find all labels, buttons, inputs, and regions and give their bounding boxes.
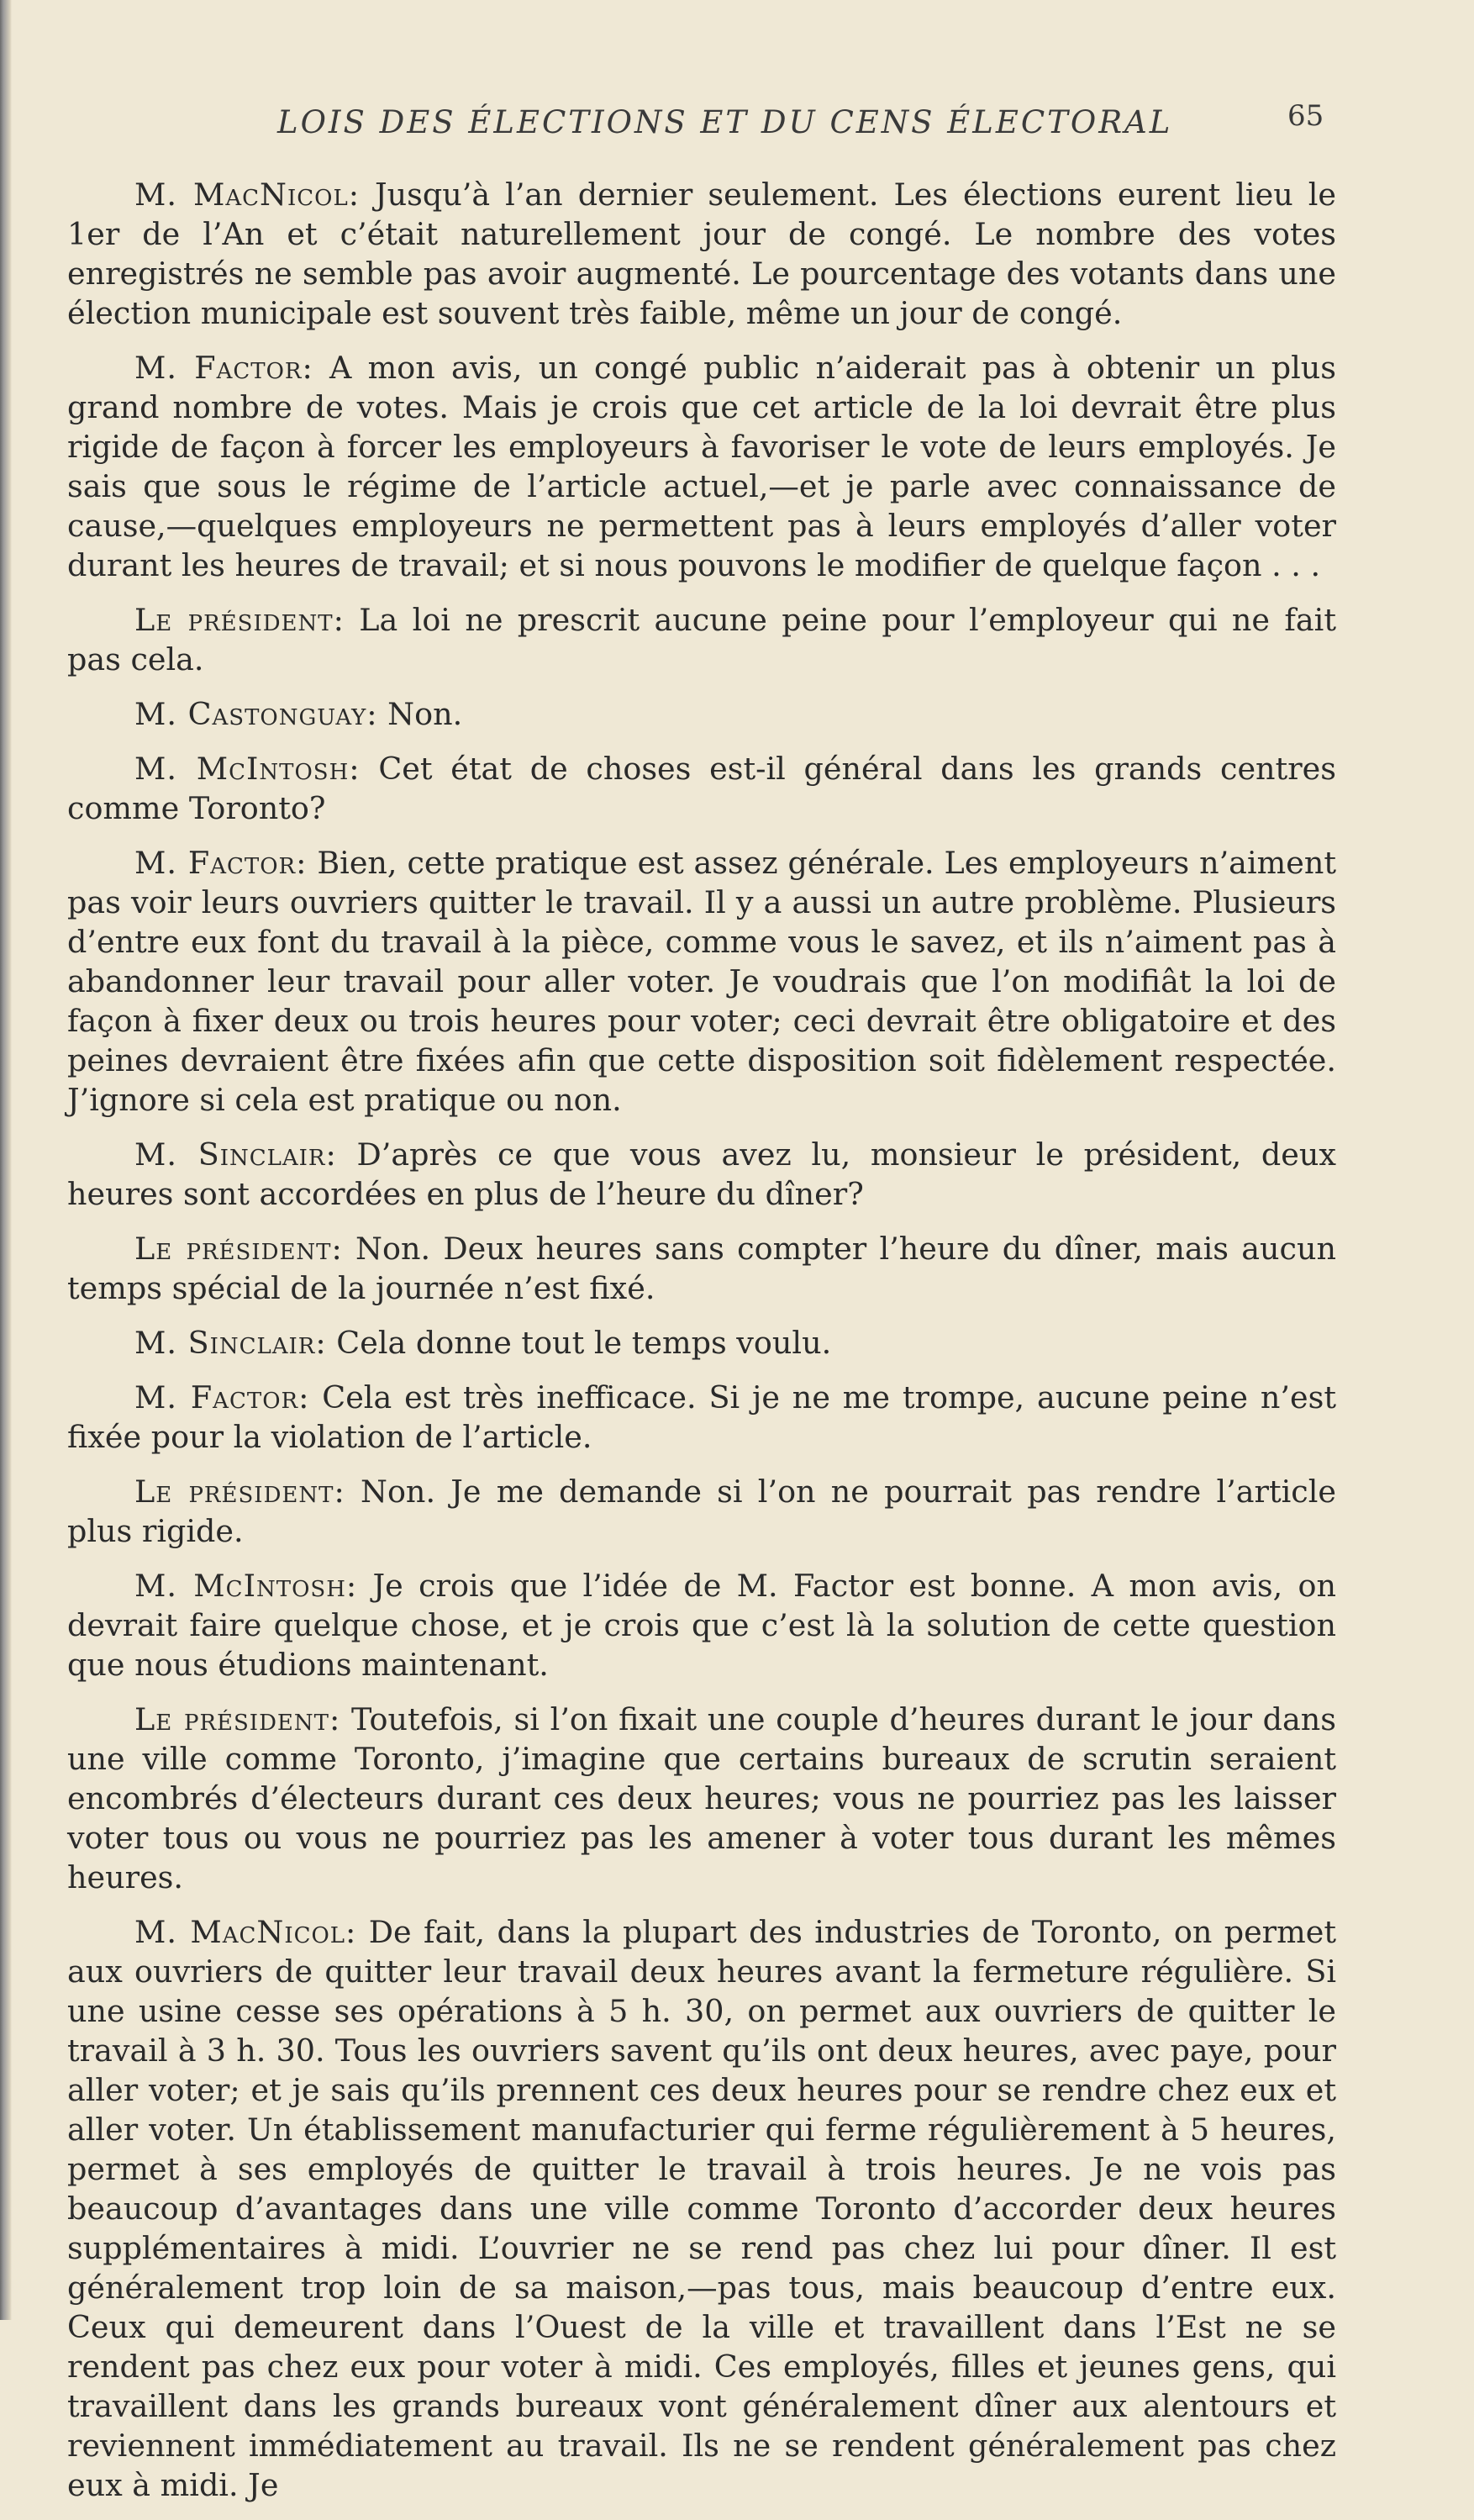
paragraph — [67, 1378, 1336, 1457]
paragraph — [67, 749, 1336, 828]
speaker-name: M. MacNicol: — [134, 1914, 357, 1950]
paragraph-text: D’après ce que vous avez lu, monsieur le président, deux heures sont accordées en plus de l’heure du dîner? — [67, 1136, 1336, 1212]
speaker-name: Le président: — [134, 1474, 345, 1510]
paragraph-text: A mon avis, un congé public n’aiderait pas à obtenir un plus grand nombre de votes. Mais je crois que cet article de la loi devrait être plus rigide de façon à forcer les employeurs à favoriser le vote de leurs employés. Je sais que sous le régime de l’article actuel,—et je parle avec connaissance de cause,—quelques employeurs ne permettent pas à leurs employés d’aller voter durant les heures de travail; et si nous pouvons le modifier de quelque façon . . . — [67, 350, 1336, 583]
speaker-name: Le président: — [134, 1231, 343, 1267]
paragraph-text: Toutefois, si l’on fixait une couple d’heures durant le jour dans une ville comme Toronto, j’imagine que certains bureaux de scrutin seraient encombrés d’électeurs durant ces deux heures; vous ne pourriez pas les laisser voter tous ou vous ne pourriez pas les amener à voter tous durant les mêmes heures. — [67, 1701, 1336, 1895]
paragraph — [67, 1323, 1336, 1363]
paragraph-text: Non. Deux heures sans compter l’heure du dîner, mais aucun temps spécial de la journée n’est fixé. — [67, 1231, 1336, 1306]
paragraph — [67, 1135, 1336, 1214]
paragraph-text: La loi ne prescrit aucune peine pour l’employeur qui ne fait pas cela. — [67, 602, 1337, 677]
page-number: 65 — [1287, 99, 1324, 133]
running-title: LOIS DES ÉLECTIONS ET DU CENS ÉLECTORAL — [277, 104, 1173, 140]
paragraph — [67, 1472, 1336, 1551]
paragraph-text: Jusqu’à l’an dernier seulement. Les élections eurent lieu le 1er de l’An et c’était naturellement jour de congé. Le nombre des votes enregistrés ne semble pas avoir augmenté. Le pourcentage des votants dans une élection municipale est souvent très faible, même un jour de congé. — [67, 177, 1336, 331]
paragraph — [67, 843, 1336, 1120]
paragraph-text: Bien, cette pratique est assez générale. Les employeurs n’aiment pas voir leurs ouvriers quitter le travail. Il y a aussi un autre problème. Plusieurs d’entre eux font du travail à la pièce, comme vous le savez, et ils n’aiment pas à abandonner leur travail pour aller voter. Je voudrais que l’on modifiât la loi de façon à fixer deux ou trois heures pour voter; ceci devrait être obligatoire et des peines devraient être fixées afin que cette disposition soit fidèlement respectée. J’ignore si cela est pratique ou non. — [67, 845, 1337, 1118]
speaker-name: M. McIntosh: — [134, 751, 361, 787]
speaker-name: Le président: — [134, 602, 345, 638]
document-page — [67, 92, 1336, 2520]
paragraph-text: Je crois que l’idée de M. Factor est bonne. A mon avis, on devrait faire quelque chose, et je crois que c’est là la solution de cette question que nous étudions maintenant. — [67, 1568, 1336, 1683]
paragraph — [67, 1912, 1336, 2505]
paragraph — [67, 1700, 1336, 1897]
paragraph-text: De fait, dans la plupart des industries de Toronto, on permet aux ouvriers de quitter leur travail deux heures avant la fermeture régulière. Si une usine cesse ses opérations à 5 h. 30, on permet aux ouvriers de quitter le travail à 3 h. 30. Tous les ouvriers savent qu’ils ont deux heures, avec paye, pour aller voter; et je sais qu’ils prennent ces deux heures pour se rendre chez eux et aller voter. Un établissement manufacturier qui ferme régulièrement à 5 heures, permet à ses employés de quitter le travail à trois heures. Je ne vois pas beaucoup d’avantages dans une ville comme Toronto d’accorder deux heures supplémentaires à midi. L’ouvrier ne se rend pas chez lui pour dîner. Il est généralement trop loin de sa maison,—pas tous, mais beaucoup d’entre eux. Ceux qui demeurent dans l’Ouest de la ville et travaillent dans l’Est ne se rendent pas chez eux pour voter à midi. Ces employés, filles et jeunes gens, qui travaillent dans les grands bureaux vont généralement dîner aux alentours et reviennent immédiatement au travail. Ils ne se rendent généralement pas chez eux à midi. Je — [67, 1914, 1336, 2503]
speaker-name: Le président: — [134, 1701, 341, 1737]
body-text — [67, 175, 1336, 2505]
paragraph-text: Cela est très inefficace. Si je ne me trompe, aucune peine n’est fixée pour la violation de l’article. — [67, 1379, 1336, 1455]
page-header — [67, 92, 1336, 151]
speaker-name: M. Sinclair: — [134, 1136, 337, 1173]
speaker-name: M. Factor: — [134, 845, 308, 881]
speaker-name: M. Sinclair: — [134, 1325, 327, 1361]
paragraph — [67, 175, 1336, 333]
page-binding-edge — [0, 0, 12, 2320]
paragraph — [67, 694, 1336, 734]
paragraph — [67, 1229, 1336, 1308]
paragraph — [67, 1566, 1336, 1684]
speaker-name: M. Factor: — [134, 350, 313, 386]
paragraph-text: Cela donne tout le temps voulu. — [326, 1325, 832, 1361]
speaker-name: M. MacNicol: — [134, 177, 361, 213]
paragraph — [67, 348, 1336, 585]
speaker-name: M. Castonguay: — [134, 696, 378, 732]
paragraph — [67, 600, 1336, 679]
paragraph-text: Non. — [377, 696, 463, 732]
paragraph-text: Cet état de choses est-il général dans les grands centres comme Toronto? — [67, 751, 1336, 826]
paragraph-text: Non. Je me demande si l’on ne pourrait pas rendre l’article plus rigide. — [67, 1474, 1337, 1549]
speaker-name: M. Factor: — [134, 1379, 310, 1416]
speaker-name: M. McIntosh: — [134, 1568, 358, 1604]
